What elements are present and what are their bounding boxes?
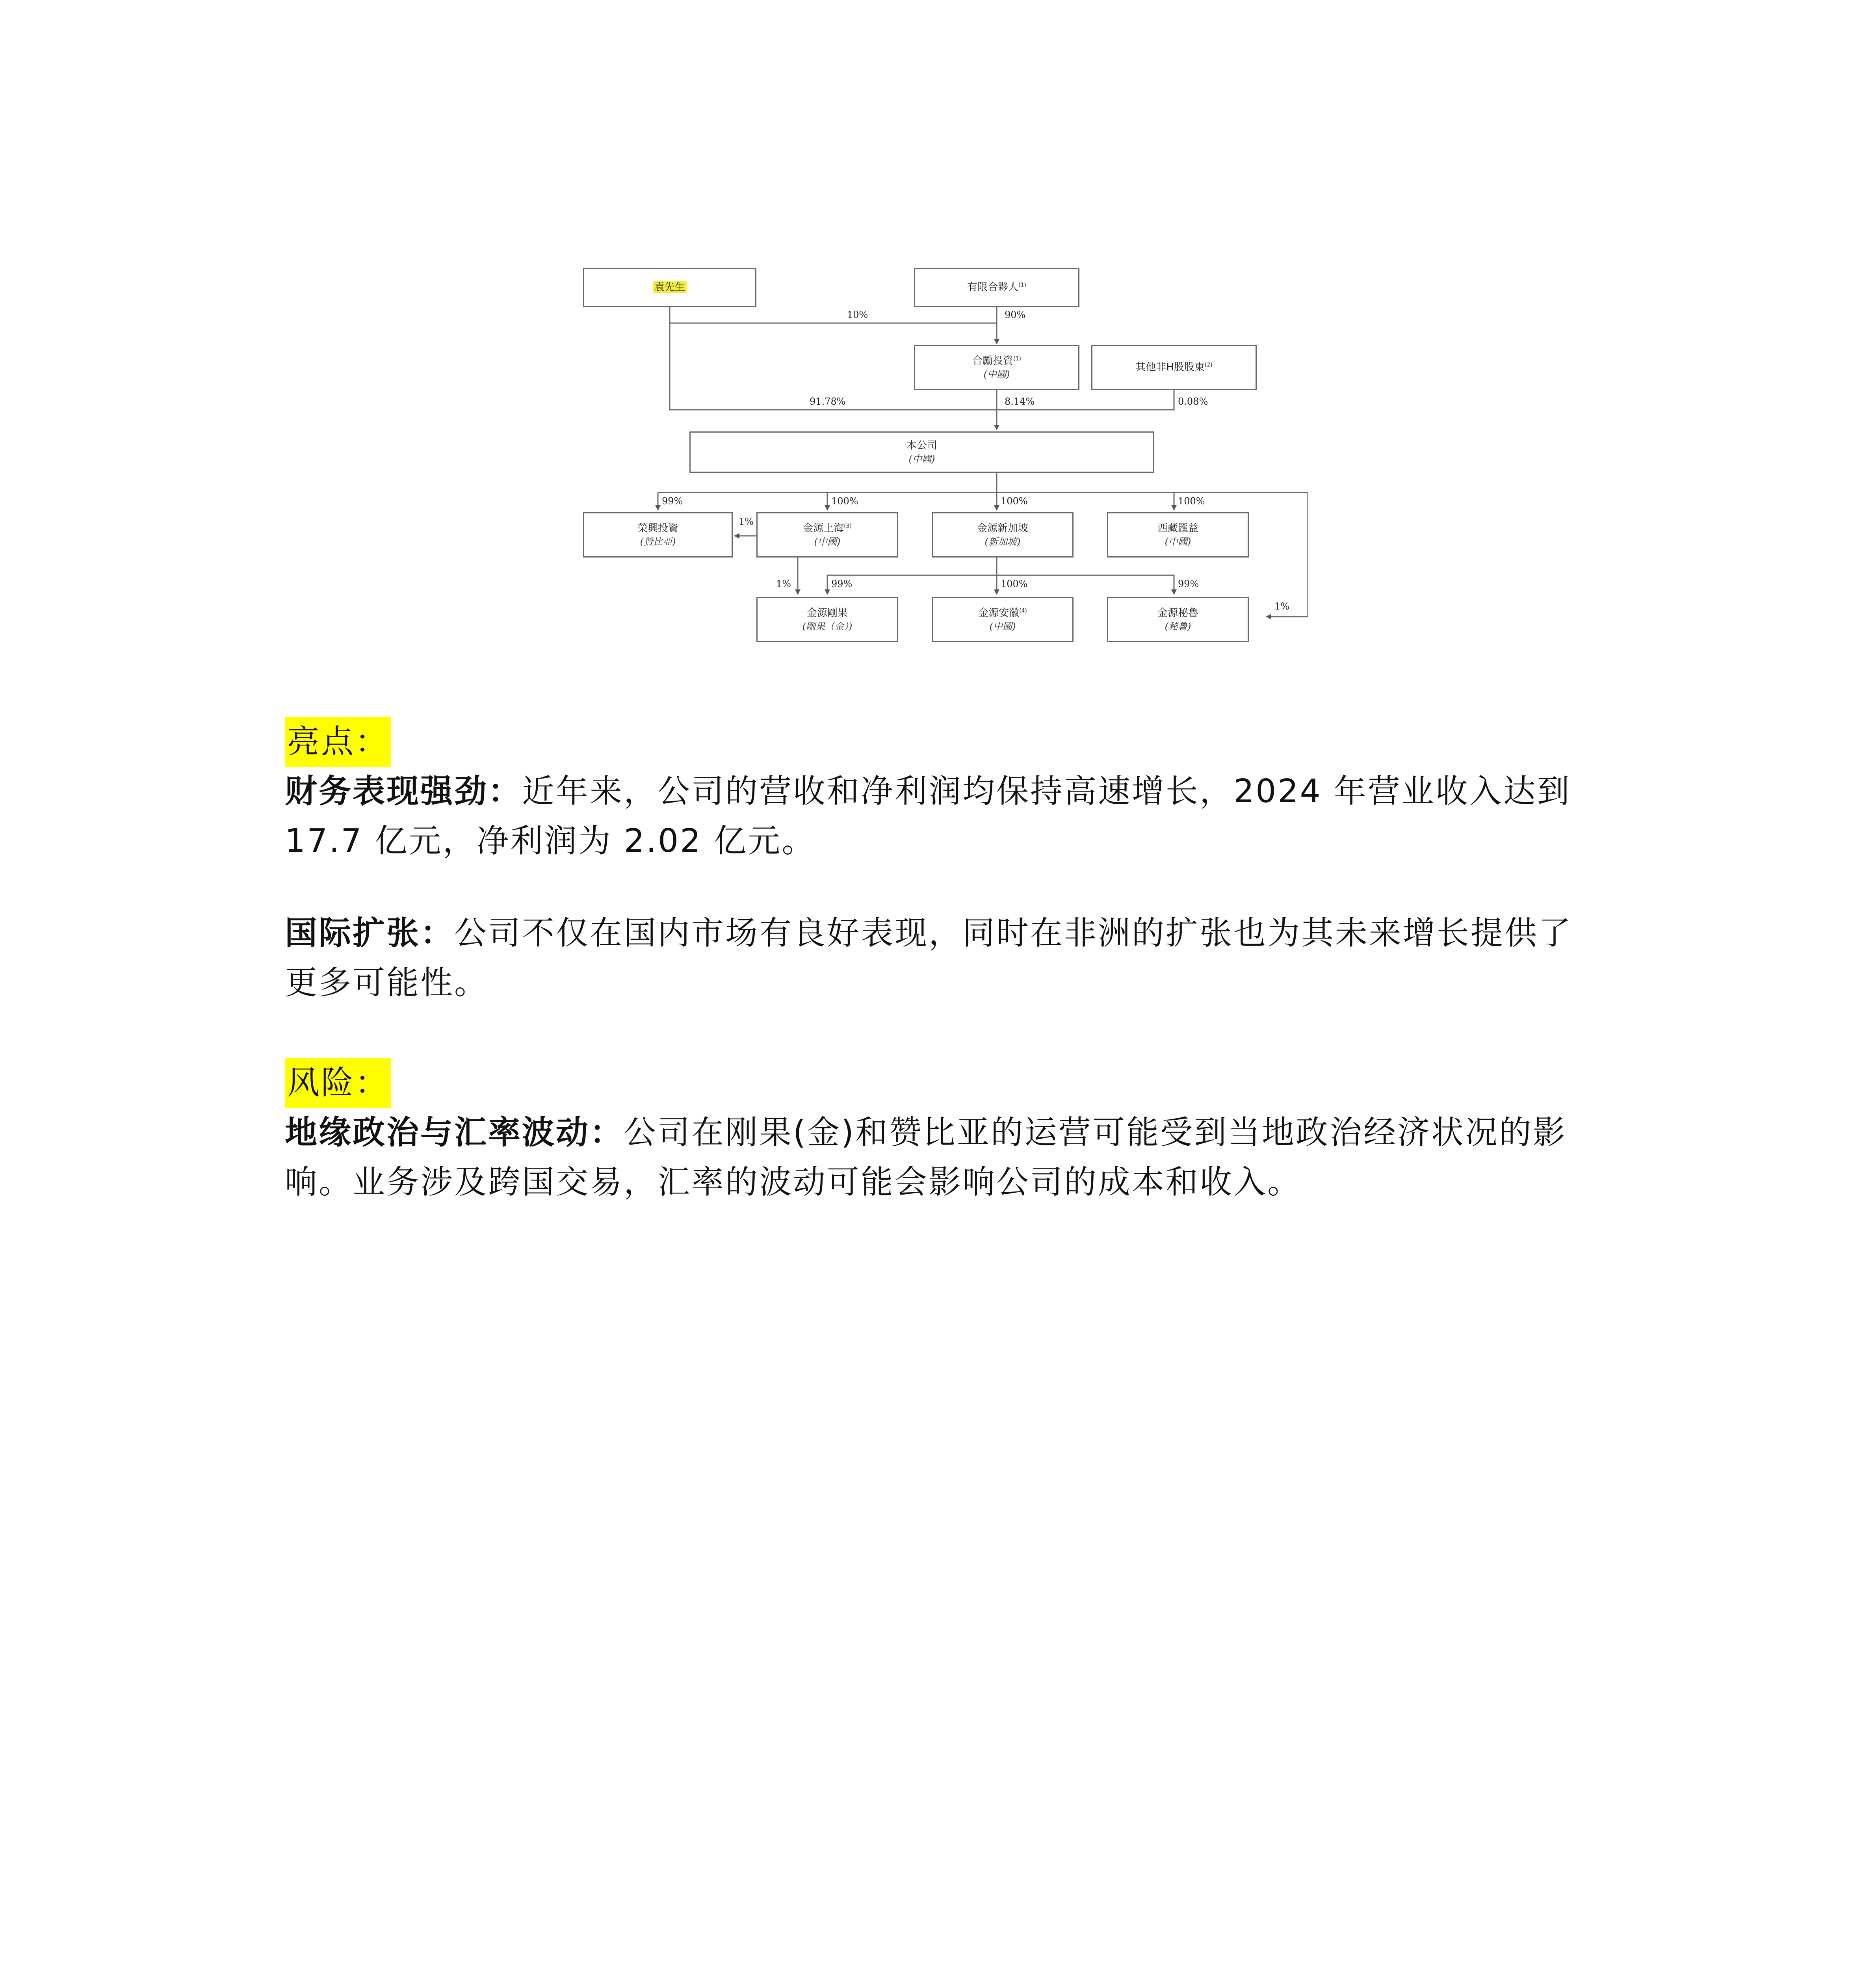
pct-yuan-company: 91.78% <box>810 396 846 407</box>
item-lead: 国际扩张： <box>285 914 455 952</box>
pct-singapore-peru: 99% <box>1178 578 1199 589</box>
box-name: 其他非H股股東 <box>1135 361 1205 373</box>
box-sub: (中國) <box>983 368 1010 380</box>
box-name: 金源安徽 <box>978 607 1020 619</box>
pct-singapore-congo: 99% <box>831 578 853 589</box>
highlight-international <box>285 909 1593 1008</box>
box-limited-partners <box>914 268 1079 307</box>
item-lead: 财务表现强劲： <box>285 773 522 810</box>
highlights-heading: 亮点： <box>285 717 391 767</box>
box-sub: (中國) <box>908 453 935 465</box>
box-note: (1) <box>1013 355 1021 362</box>
pct-heli-company: 8.14% <box>1005 396 1035 407</box>
item-text: 近年来，公司的营收和净利润均保持高速增长，2024 年营业收入达到 17.7 亿元，净利润为 2.02 亿元。 <box>285 773 1571 860</box>
box-name: 西藏匯益 <box>1157 522 1198 534</box>
box-sub: (剛果（金）) <box>802 621 853 632</box>
box-name: 金源上海 <box>803 522 844 534</box>
box-jinyuan-shanghai <box>756 512 898 558</box>
box-sub: (秘魯) <box>1165 621 1191 632</box>
box-rongxing <box>583 512 733 558</box>
box-other-shareholders <box>1091 345 1257 390</box>
pct-shanghai: 100% <box>831 496 858 507</box>
box-name: 金源秘魯 <box>1157 607 1198 619</box>
box-name: 金源新加坡 <box>977 522 1028 534</box>
highlight-financial <box>285 767 1593 866</box>
pct-partners-heli: 90% <box>1005 309 1026 320</box>
box-sub: (中國) <box>1165 536 1191 547</box>
box-note: (2) <box>1204 362 1213 368</box>
risk-geopolitics <box>285 1108 1593 1207</box>
box-jinyuan-peru <box>1107 597 1249 642</box>
ownership-chart <box>583 260 1308 650</box>
box-sub: (中國) <box>814 536 841 547</box>
box-note: (3) <box>844 523 852 530</box>
item-text: 公司在刚果(金)和赞比亚的运营可能受到当地政治经济状况的影响。业务涉及跨国交易，汇率的波动可能会影响公司的成本和收入。 <box>285 1114 1567 1201</box>
pct-shanghai-rongxing: 1% <box>739 516 754 527</box>
box-jinyuan-singapore <box>932 512 1074 558</box>
pct-singapore-anhui: 100% <box>1001 578 1028 589</box>
pct-xizang: 100% <box>1178 496 1205 507</box>
box-xizang-huiyi <box>1107 512 1249 558</box>
highlights-heading-block <box>285 717 1593 767</box>
box-note: (1) <box>1018 282 1026 288</box>
pct-shanghai-congo: 1% <box>776 578 791 589</box>
box-name: 榮興投資 <box>637 522 678 534</box>
box-name: 袁先生 <box>653 281 687 293</box>
pct-singapore: 100% <box>1001 496 1028 507</box>
box-company <box>689 431 1154 473</box>
box-name: 合勵投資 <box>972 355 1014 367</box>
box-name: 本公司 <box>906 439 937 452</box>
pct-company-peru: 1% <box>1274 601 1290 612</box>
item-text: 公司不仅在国内市场有良好表现，同时在非洲的扩张也为其未来增长提供了更多可能性。 <box>285 914 1573 1002</box>
box-sub: (新加坡) <box>984 536 1021 547</box>
box-note: (4) <box>1019 608 1027 614</box>
box-name: 金源剛果 <box>806 607 848 619</box>
item-lead: 地缘政治与汇率波动： <box>285 1114 624 1151</box>
box-sub: (贊比亞) <box>640 536 676 547</box>
box-jinyuan-congo <box>756 597 898 642</box>
pct-others-company: 0.08% <box>1178 396 1208 407</box>
box-heli-investment <box>914 345 1079 390</box>
box-mr-yuan <box>583 268 756 307</box>
pct-rongxing: 99% <box>662 496 683 507</box>
box-jinyuan-anhui <box>932 597 1074 642</box>
pct-yuan-heli: 10% <box>847 309 868 320</box>
box-sub: (中國) <box>989 621 1016 632</box>
risks-heading: 风险： <box>285 1058 391 1108</box>
box-name: 有限合夥人 <box>967 281 1019 294</box>
risks-heading-block <box>285 1058 1593 1108</box>
